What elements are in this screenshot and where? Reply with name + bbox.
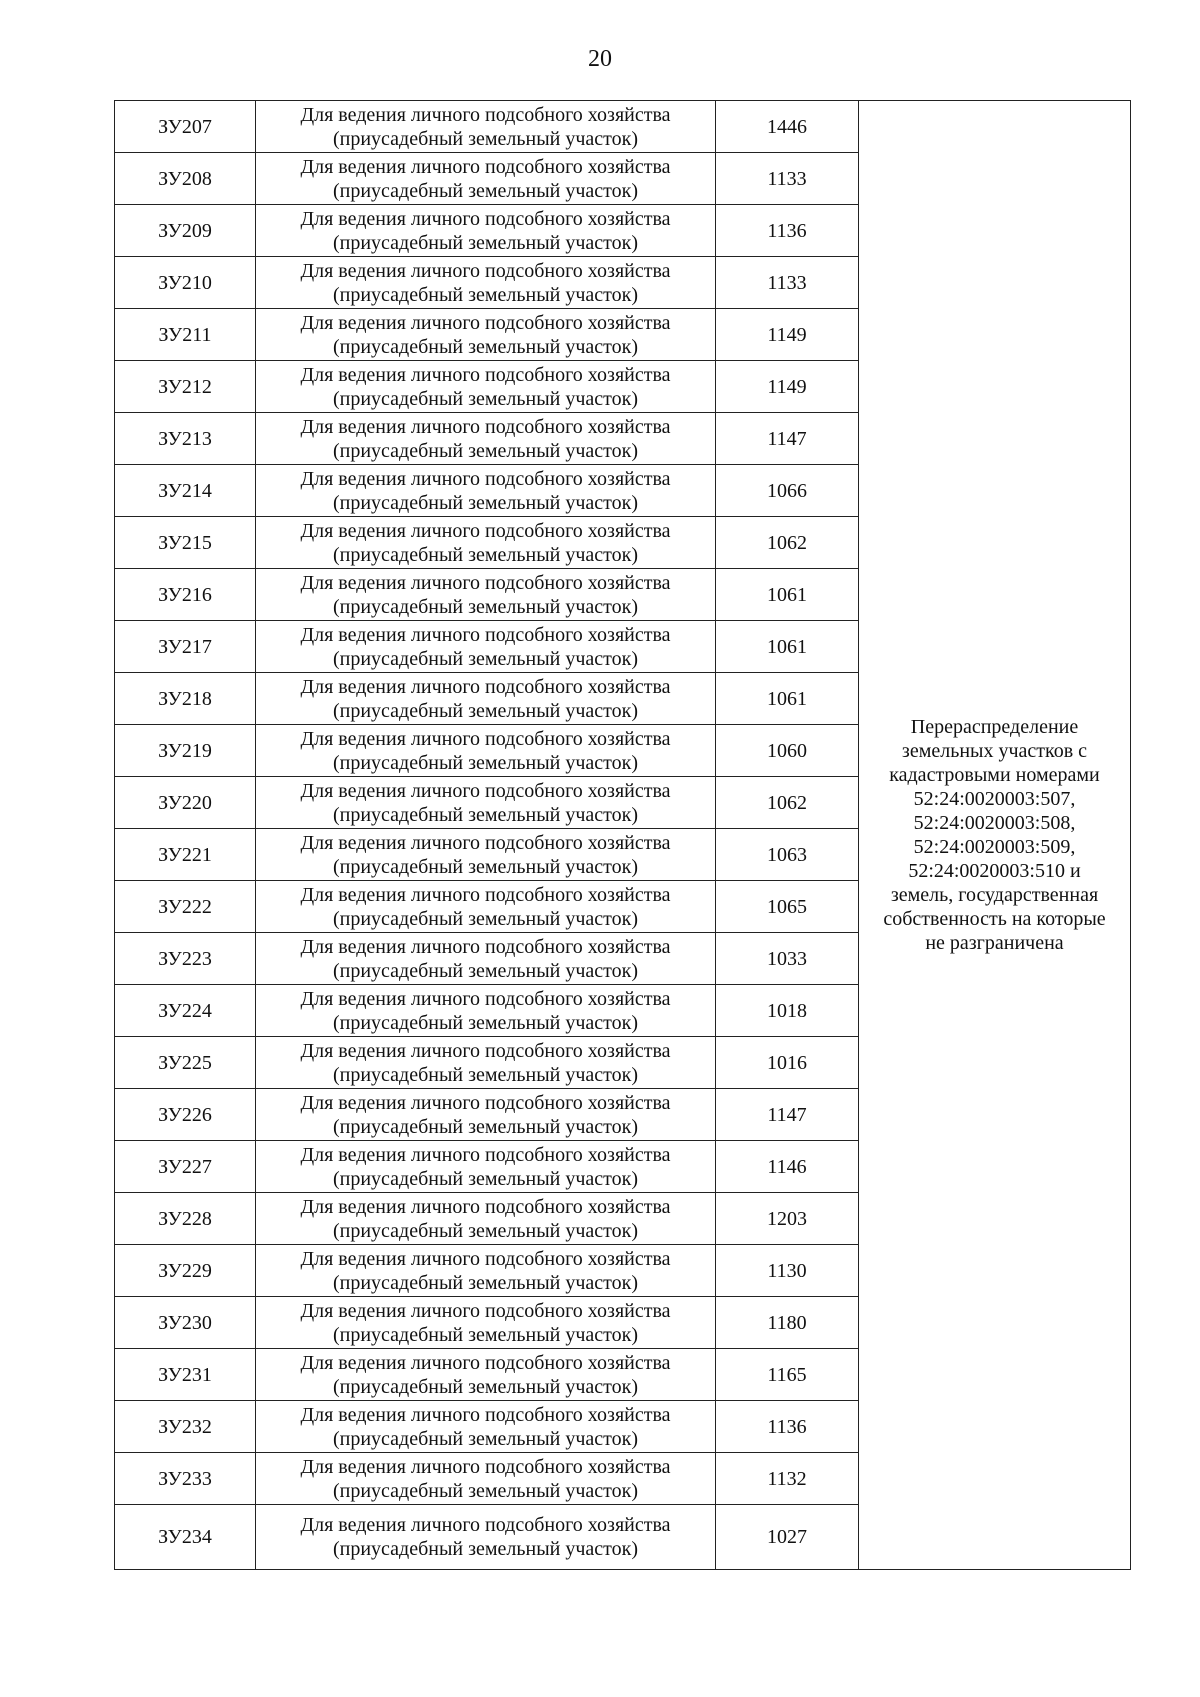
plot-area-cell: 1027	[716, 1505, 859, 1570]
plot-id-cell: ЗУ208	[115, 153, 256, 205]
permitted-use-cell	[256, 205, 716, 257]
plot-id-cell: ЗУ210	[115, 257, 256, 309]
permitted-use-line: Для ведения личного подсобного хозяйства	[300, 1299, 671, 1322]
plot-id-cell: ЗУ225	[115, 1037, 256, 1089]
plot-area-cell: 1136	[716, 205, 859, 257]
permitted-use-line: Для ведения личного подсобного хозяйства	[300, 779, 671, 802]
plot-area-cell: 1203	[716, 1193, 859, 1245]
plot-id-cell: ЗУ218	[115, 673, 256, 725]
note-line: 52:24:0020003:508,	[913, 812, 1076, 834]
plot-id-cell: ЗУ207	[115, 101, 256, 153]
permitted-use-line: Для ведения личного подсобного хозяйства	[300, 207, 671, 230]
plot-id-cell: ЗУ233	[115, 1453, 256, 1505]
plot-area-cell: 1149	[716, 309, 859, 361]
permitted-use-line: (приусадебный земельный участок)	[332, 1479, 639, 1502]
plot-area-cell: 1018	[716, 985, 859, 1037]
permitted-use-cell	[256, 257, 716, 309]
permitted-use-line: Для ведения личного подсобного хозяйства	[300, 831, 671, 854]
permitted-use-line: (приусадебный земельный участок)	[332, 1167, 639, 1190]
permitted-use-cell	[256, 1037, 716, 1089]
permitted-use-cell	[256, 881, 716, 933]
formation-method-cell	[859, 101, 1131, 1570]
plot-id-cell: ЗУ221	[115, 829, 256, 881]
permitted-use-line: (приусадебный земельный участок)	[332, 751, 639, 774]
note-line: не разграничена	[925, 932, 1064, 954]
plot-id-cell: ЗУ228	[115, 1193, 256, 1245]
land-plots-table	[114, 100, 1131, 1570]
permitted-use-line: (приусадебный земельный участок)	[332, 595, 639, 618]
permitted-use-line: (приусадебный земельный участок)	[332, 1011, 639, 1034]
permitted-use-line: (приусадебный земельный участок)	[332, 647, 639, 670]
permitted-use-cell	[256, 1089, 716, 1141]
plot-area-cell: 1446	[716, 101, 859, 153]
permitted-use-line: (приусадебный земельный участок)	[332, 283, 639, 306]
plot-area-cell: 1061	[716, 569, 859, 621]
plot-id-cell: ЗУ211	[115, 309, 256, 361]
table-body	[115, 101, 1131, 1570]
plot-area-cell: 1033	[716, 933, 859, 985]
permitted-use-line: Для ведения личного подсобного хозяйства	[300, 1143, 671, 1166]
plot-area-cell: 1065	[716, 881, 859, 933]
plot-area-cell: 1061	[716, 673, 859, 725]
permitted-use-line: (приусадебный земельный участок)	[332, 907, 639, 930]
permitted-use-line: Для ведения личного подсобного хозяйства	[300, 571, 671, 594]
permitted-use-cell	[256, 569, 716, 621]
permitted-use-line: Для ведения личного подсобного хозяйства	[300, 1247, 671, 1270]
plot-area-cell: 1062	[716, 517, 859, 569]
permitted-use-cell	[256, 1505, 716, 1570]
permitted-use-line: (приусадебный земельный участок)	[332, 127, 639, 150]
note-line: 52:24:0020003:510 и	[908, 860, 1081, 882]
plot-area-cell: 1133	[716, 153, 859, 205]
plot-id-cell: ЗУ223	[115, 933, 256, 985]
permitted-use-cell	[256, 1349, 716, 1401]
permitted-use-line: (приусадебный земельный участок)	[332, 231, 639, 254]
permitted-use-line: Для ведения личного подсобного хозяйства	[300, 1039, 671, 1062]
permitted-use-line: (приусадебный земельный участок)	[332, 699, 639, 722]
plot-area-cell: 1147	[716, 413, 859, 465]
permitted-use-cell	[256, 1245, 716, 1297]
plot-area-cell: 1180	[716, 1297, 859, 1349]
permitted-use-line: (приусадебный земельный участок)	[332, 1427, 639, 1450]
permitted-use-line: Для ведения личного подсобного хозяйства	[300, 155, 671, 178]
plot-id-cell: ЗУ230	[115, 1297, 256, 1349]
permitted-use-line: Для ведения личного подсобного хозяйства	[300, 1195, 671, 1218]
permitted-use-line: (приусадебный земельный участок)	[332, 439, 639, 462]
plot-id-cell: ЗУ227	[115, 1141, 256, 1193]
plot-id-cell: ЗУ234	[115, 1505, 256, 1570]
permitted-use-cell	[256, 673, 716, 725]
plot-id-cell: ЗУ220	[115, 777, 256, 829]
note-line: земельных участков с	[901, 740, 1088, 762]
plot-area-cell: 1062	[716, 777, 859, 829]
permitted-use-cell	[256, 777, 716, 829]
plot-area-cell: 1063	[716, 829, 859, 881]
plot-id-cell: ЗУ212	[115, 361, 256, 413]
permitted-use-line: (приусадебный земельный участок)	[332, 491, 639, 514]
permitted-use-line: (приусадебный земельный участок)	[332, 1538, 639, 1560]
plot-area-cell: 1165	[716, 1349, 859, 1401]
permitted-use-line: (приусадебный земельный участок)	[332, 1219, 639, 1242]
permitted-use-cell	[256, 933, 716, 985]
permitted-use-line: (приусадебный земельный участок)	[332, 803, 639, 826]
permitted-use-cell	[256, 361, 716, 413]
note-line: 52:24:0020003:509,	[913, 836, 1076, 858]
plot-area-cell: 1060	[716, 725, 859, 777]
plot-id-cell: ЗУ222	[115, 881, 256, 933]
permitted-use-line: Для ведения личного подсобного хозяйства	[300, 675, 671, 698]
permitted-use-cell	[256, 1453, 716, 1505]
permitted-use-line: Для ведения личного подсобного хозяйства	[300, 623, 671, 646]
permitted-use-line: Для ведения личного подсобного хозяйства	[300, 467, 671, 490]
plot-area-cell: 1133	[716, 257, 859, 309]
permitted-use-cell	[256, 101, 716, 153]
plot-id-cell: ЗУ224	[115, 985, 256, 1037]
permitted-use-line: Для ведения личного подсобного хозяйства	[300, 883, 671, 906]
plot-id-cell: ЗУ209	[115, 205, 256, 257]
permitted-use-line: Для ведения личного подсобного хозяйства	[300, 103, 671, 126]
permitted-use-line: (приусадебный земельный участок)	[332, 543, 639, 566]
plot-id-cell: ЗУ219	[115, 725, 256, 777]
plot-id-cell: ЗУ216	[115, 569, 256, 621]
permitted-use-line: Для ведения личного подсобного хозяйства	[300, 987, 671, 1010]
permitted-use-cell	[256, 725, 716, 777]
plot-id-cell: ЗУ213	[115, 413, 256, 465]
note-line: Перераспределение	[910, 716, 1079, 738]
permitted-use-cell	[256, 465, 716, 517]
permitted-use-line: (приусадебный земельный участок)	[332, 179, 639, 202]
permitted-use-line: (приусадебный земельный участок)	[332, 335, 639, 358]
plot-area-cell: 1149	[716, 361, 859, 413]
permitted-use-cell	[256, 153, 716, 205]
permitted-use-line: Для ведения личного подсобного хозяйства	[300, 935, 671, 958]
plot-id-cell: ЗУ217	[115, 621, 256, 673]
plot-id-cell: ЗУ231	[115, 1349, 256, 1401]
plot-id-cell: ЗУ232	[115, 1401, 256, 1453]
permitted-use-line: Для ведения личного подсобного хозяйства	[300, 1351, 671, 1374]
permitted-use-line: Для ведения личного подсобного хозяйства	[300, 1403, 671, 1426]
permitted-use-line: (приусадебный земельный участок)	[332, 1323, 639, 1346]
plot-id-cell: ЗУ229	[115, 1245, 256, 1297]
permitted-use-cell	[256, 309, 716, 361]
permitted-use-line: Для ведения личного подсобного хозяйства	[300, 1091, 671, 1114]
permitted-use-cell	[256, 621, 716, 673]
note-line: собственность на которые	[883, 908, 1106, 930]
plot-id-cell: ЗУ226	[115, 1089, 256, 1141]
permitted-use-cell	[256, 1193, 716, 1245]
plot-area-cell: 1136	[716, 1401, 859, 1453]
permitted-use-line: Для ведения личного подсобного хозяйства	[300, 1514, 671, 1536]
plot-area-cell: 1132	[716, 1453, 859, 1505]
permitted-use-line: Для ведения личного подсобного хозяйства	[300, 519, 671, 542]
plot-id-cell: ЗУ215	[115, 517, 256, 569]
permitted-use-cell	[256, 1401, 716, 1453]
permitted-use-cell	[256, 517, 716, 569]
note-line: 52:24:0020003:507,	[913, 788, 1076, 810]
plot-id-cell: ЗУ214	[115, 465, 256, 517]
permitted-use-cell	[256, 985, 716, 1037]
permitted-use-line: Для ведения личного подсобного хозяйства	[300, 311, 671, 334]
permitted-use-cell	[256, 829, 716, 881]
permitted-use-line: (приусадебный земельный участок)	[332, 855, 639, 878]
permitted-use-line: (приусадебный земельный участок)	[332, 1063, 639, 1086]
permitted-use-line: (приусадебный земельный участок)	[332, 1271, 639, 1294]
note-line: кадастровыми номерами	[889, 764, 1100, 786]
plot-area-cell: 1066	[716, 465, 859, 517]
permitted-use-line: Для ведения личного подсобного хозяйства	[300, 1455, 671, 1478]
plot-area-cell: 1146	[716, 1141, 859, 1193]
permitted-use-line: (приусадебный земельный участок)	[332, 1115, 639, 1138]
permitted-use-line: (приусадебный земельный участок)	[332, 959, 639, 982]
permitted-use-line: Для ведения личного подсобного хозяйства	[300, 415, 671, 438]
note-line: земель, государственная	[890, 884, 1099, 906]
permitted-use-line: Для ведения личного подсобного хозяйства	[300, 259, 671, 282]
plot-area-cell: 1016	[716, 1037, 859, 1089]
permitted-use-line: Для ведения личного подсобного хозяйства	[300, 363, 671, 386]
permitted-use-line: (приусадебный земельный участок)	[332, 1375, 639, 1398]
permitted-use-cell	[256, 413, 716, 465]
table-row	[115, 101, 1131, 153]
page-number: 20	[588, 46, 612, 72]
plot-area-cell: 1130	[716, 1245, 859, 1297]
permitted-use-cell	[256, 1297, 716, 1349]
plot-area-cell: 1061	[716, 621, 859, 673]
permitted-use-line: (приусадебный земельный участок)	[332, 387, 639, 410]
permitted-use-line: Для ведения личного подсобного хозяйства	[300, 727, 671, 750]
permitted-use-cell	[256, 1141, 716, 1193]
plot-area-cell: 1147	[716, 1089, 859, 1141]
